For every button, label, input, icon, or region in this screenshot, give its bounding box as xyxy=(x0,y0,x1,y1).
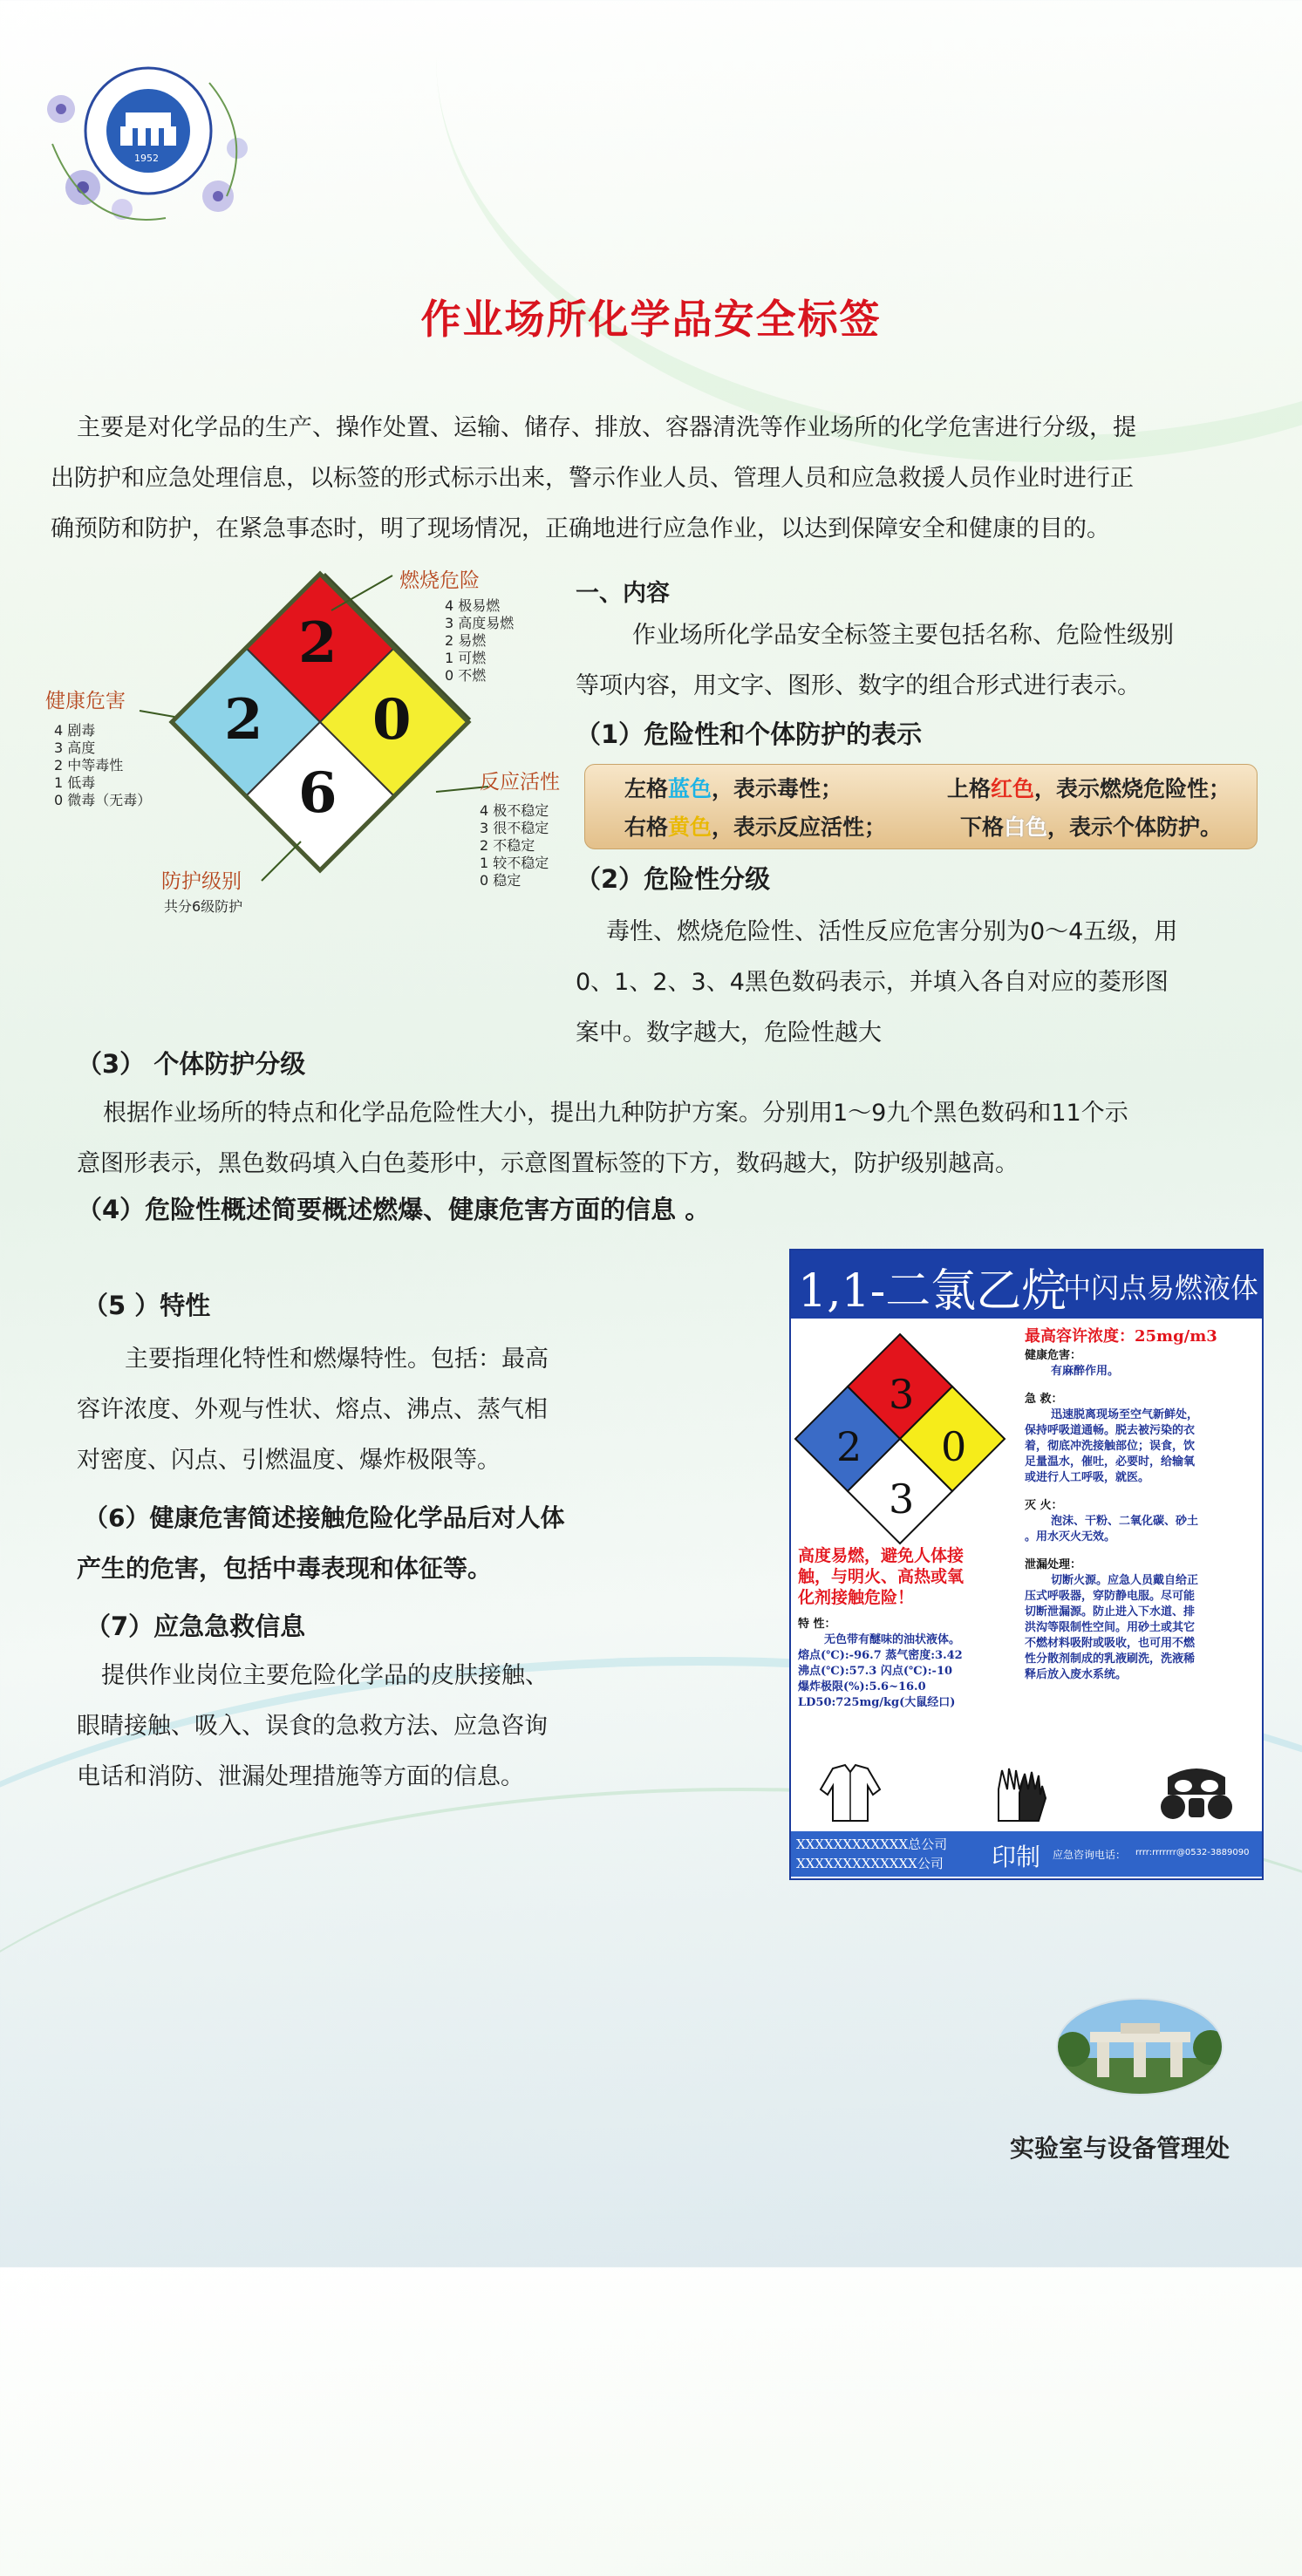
legend-row: 1 可燃 xyxy=(445,650,487,666)
example-safety-label xyxy=(789,1249,1264,1880)
text-line: 作业场所化学品安全标签主要包括名称、危险性级别 xyxy=(632,622,1174,649)
label-footer xyxy=(791,1831,1262,1877)
text-line: 有麻醉作用。 xyxy=(1051,1365,1120,1378)
text-line: 急 救： xyxy=(1025,1393,1063,1406)
section-6-text xyxy=(77,1493,687,1594)
label-category: 中闪点易燃液体 xyxy=(1063,1271,1259,1305)
tag-line-right-2: 下格白色，表示个体防护。 xyxy=(960,814,1223,840)
hazard-diamond-diagram xyxy=(35,558,584,942)
campus-gate-photo xyxy=(1055,1997,1225,2097)
text-line: 特 性： xyxy=(798,1618,836,1631)
legend-row: 4 剧毒 xyxy=(54,722,96,739)
legend-row: 2 不稳定 xyxy=(480,837,535,854)
legend-row: 0 稳定 xyxy=(480,872,521,889)
health-hazard-title: 健康危害 xyxy=(45,690,126,712)
section-7-text xyxy=(77,1651,687,1803)
text-line: （6）健康危害简述接触危险化学品后对人体 xyxy=(84,1503,565,1532)
diamond-white-value: 6 xyxy=(298,760,337,826)
text-line: 洪沟等限制性空间。用砂土或其它 xyxy=(1025,1621,1196,1634)
section-3-heading: （3） 个体防护分级 xyxy=(77,1049,306,1079)
label-blue-value: 2 xyxy=(836,1423,862,1470)
label-chemical-name: 1,1-二氯乙烷 xyxy=(798,1265,1067,1318)
footer-company-1: XXXXXXXXXXXX总公司 xyxy=(796,1837,948,1852)
text-line: 灭 火： xyxy=(1025,1499,1063,1512)
section-7-heading: （7）应急急救信息 xyxy=(85,1612,306,1641)
reactivity-legend xyxy=(480,802,549,889)
label-header xyxy=(791,1251,1262,1319)
legend-row: 1 低毒 xyxy=(54,774,96,791)
label-yellow-value: 0 xyxy=(941,1423,967,1470)
text-line: 眼睛接触、吸入、误食的急救方法、应急咨询 xyxy=(77,1713,548,1740)
text-line: 提供作业岗位主要危险化学品的皮肤接触、 xyxy=(101,1662,549,1689)
text-line: 爆炸极限(%):5.6~16.0 xyxy=(798,1680,926,1693)
footer-phone: rrrr:rrrrrrr@0532-3889090 xyxy=(1135,1848,1250,1857)
intro-line: 主要是对化学品的生产、操作处置、运输、储存、排放、容器清洗等作业场所的化学危害进行分级，提 xyxy=(77,414,1136,441)
section-1-2-heading: （2）危险性分级 xyxy=(576,864,771,894)
gloves-icon xyxy=(990,1763,1051,1824)
text-line: LD50:725mg/kg(大鼠经口) xyxy=(798,1696,956,1709)
text-line: 着，彻底冲洗接触部位；误食，饮 xyxy=(1025,1440,1196,1453)
section-5-heading: （5 ）特性 xyxy=(83,1291,211,1320)
intro-line: 出防护和应急处理信息，以标签的形式标示出来，警示作业人员、管理人员和应急救援人员作业时进行正 xyxy=(51,465,1134,492)
text-line: 迅速脱离现场至空气新鲜处， xyxy=(1051,1408,1199,1421)
health-hazard-legend xyxy=(54,722,151,809)
diamond-red-value: 2 xyxy=(298,610,337,676)
protection-title: 防护级别 xyxy=(161,870,242,893)
footer-print: 印制 xyxy=(992,1843,1041,1871)
text-line: 根据作业场所的特点和化学品危险性大小，提出九种防护方案。分别用1～9九个黑色数码和11个示 xyxy=(103,1100,1128,1127)
text-line: 压式呼吸器，穿防静电服。尽可能 xyxy=(1025,1590,1196,1603)
label-max-conc: 最高容许浓度：25mg/m3 xyxy=(1025,1327,1217,1346)
text-line: 泄漏处理： xyxy=(1025,1558,1082,1571)
label-properties xyxy=(798,1617,1033,1711)
decor-swoosh xyxy=(0,1788,1302,2576)
page-title: 作业场所化学品安全标签 xyxy=(420,296,882,343)
intro-line: 确预防和防护，在紧急事态时，明了现场情况，正确地进行应急作业，以达到保障安全和健康的目的。 xyxy=(51,515,1110,542)
legend-row: 2 中等毒性 xyxy=(54,757,124,773)
text-line: 产生的危害，包括中毒表现和体征等。 xyxy=(77,1554,493,1583)
decor-swoosh xyxy=(436,0,1302,462)
text-line: 切断火源。应急人员戴自给正 xyxy=(1051,1574,1199,1587)
text-line: 释后放入废水系统。 xyxy=(1025,1668,1128,1681)
legend-row: 0 微毒（无毒） xyxy=(54,792,152,808)
text-line: 主要指理化特性和燃爆特性。包括：最高 xyxy=(125,1346,549,1373)
logo-year: 1952 xyxy=(134,153,159,164)
legend-row: 0 不燃 xyxy=(445,667,487,684)
text-line: 或进行人工呼吸，就医。 xyxy=(1025,1471,1150,1484)
fire-hazard-legend xyxy=(445,597,514,685)
text-line: 。用水灭火无效。 xyxy=(1025,1530,1116,1544)
text-line: 意图形表示，黑色数码填入白色菱形中，示意图置标签的下方，数码越大，防护级别越高。 xyxy=(77,1150,1019,1177)
text-line: 毒性、燃烧危险性、活性反应危害分别为0～4五级，用 xyxy=(606,918,1178,945)
footer-department: 实验室与设备管理处 xyxy=(1010,2134,1230,2163)
text-line: 沸点(℃):57.3 闪点(℃):-10 xyxy=(798,1665,953,1678)
protective-suit-icon xyxy=(815,1763,885,1824)
text-line: 电话和消防、泄漏处理措施等方面的信息。 xyxy=(77,1763,524,1790)
text-line: 熔点(℃):-96.7 蒸气密度:3.42 xyxy=(798,1649,963,1662)
label-white-value: 3 xyxy=(889,1475,915,1523)
legend-row: 2 易燃 xyxy=(445,632,487,649)
text-line: 等项内容，用文字、图形、数字的组合形式进行表示。 xyxy=(576,672,1141,699)
section-3-text xyxy=(77,1088,1298,1189)
tag-line-right-1: 上格红色，表示燃烧危险性； xyxy=(947,776,1231,801)
legend-row: 4 极易燃 xyxy=(445,597,501,614)
legend-row: 4 极不稳定 xyxy=(480,802,549,819)
text-line: 不燃材料吸附或吸收，也可用不燃 xyxy=(1025,1637,1196,1650)
legend-row: 3 很不稳定 xyxy=(480,820,549,836)
legend-row: 3 高度易燃 xyxy=(445,615,515,631)
text-line: 对密度、闪点、引燃温度、爆炸极限等。 xyxy=(77,1447,501,1474)
text-line: 泡沫、干粉、二氧化碳、砂土 xyxy=(1051,1515,1199,1528)
text-line: 化剂接触危险！ xyxy=(798,1588,915,1607)
text-line: 高度易燃，避免人体接 xyxy=(798,1546,965,1565)
section-1-2-text xyxy=(576,907,1291,1059)
label-warning xyxy=(798,1545,1025,1608)
university-logo xyxy=(35,48,262,231)
text-line: 性分散剂制成的乳液刷洗，洗液稀 xyxy=(1025,1653,1196,1666)
section-content-heading: 一、内容 xyxy=(576,580,670,607)
reactivity-title: 反应活性 xyxy=(480,771,560,794)
text-line: 案中。数字越大，危险性越大 xyxy=(576,1019,882,1046)
fire-hazard-title: 燃烧危险 xyxy=(399,569,480,592)
text-line: 健康危害： xyxy=(1025,1349,1082,1362)
section-content-text xyxy=(576,610,1273,712)
section-4-heading: （4）危险性概述简要概述燃爆、健康危害方面的信息 。 xyxy=(77,1195,711,1224)
text-line: 切断泄漏源。防止进入下水道、排 xyxy=(1025,1605,1196,1619)
intro-paragraph xyxy=(51,403,1271,555)
legend-row: 3 高度 xyxy=(54,739,96,756)
footer-company-2: XXXXXXXXXXXXX公司 xyxy=(796,1856,944,1871)
tag-line-left-2: 右格黄色，表示反应活性； xyxy=(624,814,887,840)
text-line: 无色带有醚味的油状液体。 xyxy=(824,1633,961,1646)
label-red-value: 3 xyxy=(889,1371,915,1418)
text-line: 保持呼吸道通畅。脱去被污染的衣 xyxy=(1025,1424,1196,1437)
section-5-text xyxy=(77,1334,687,1486)
text-line: 足量温水，催吐，必要时，给输氧 xyxy=(1025,1455,1196,1469)
diamond-yellow-value: 0 xyxy=(372,687,412,753)
color-meaning-box xyxy=(584,764,1258,849)
gas-mask-icon xyxy=(1157,1765,1236,1823)
text-line: 0、1、2、3、4黑色数码表示，并填入各自对应的菱形图 xyxy=(576,969,1169,996)
section-1-1-heading: （1）危险性和个体防护的表示 xyxy=(576,719,923,749)
text-line: 容许浓度、外观与性状、熔点、沸点、蒸气相 xyxy=(77,1396,548,1423)
tag-line-left-1: 左格蓝色，表示毒性； xyxy=(624,776,843,801)
legend-row: 1 较不稳定 xyxy=(480,855,549,871)
footer-phone-label: 应急咨询电话： xyxy=(1053,1849,1127,1861)
label-right-column xyxy=(1025,1348,1256,1683)
diamond-blue-value: 2 xyxy=(224,687,263,753)
text-line: 触，与明火、高热或氧 xyxy=(798,1567,965,1586)
protection-sub: 共分6级防护 xyxy=(164,898,243,915)
